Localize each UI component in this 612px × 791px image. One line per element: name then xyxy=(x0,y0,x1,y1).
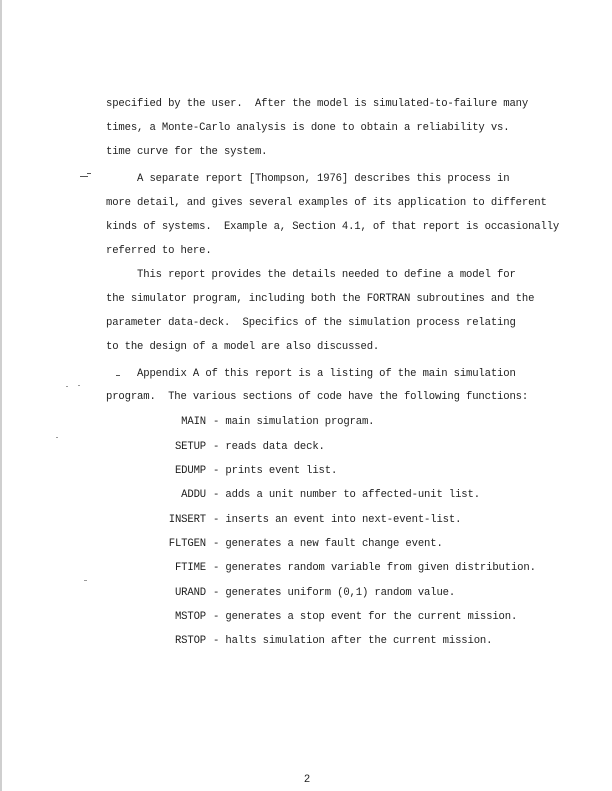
function-name: MSTOP xyxy=(174,611,206,623)
text-line: A separate report [Thompson, 1976] describes this process in xyxy=(106,173,510,185)
scan-mark xyxy=(78,385,80,386)
function-name: FLTGEN xyxy=(168,538,206,550)
function-description: - prints event list. xyxy=(213,465,338,477)
text-line: more detail, and gives several examples of its application to different xyxy=(106,197,547,209)
function-name: FTIME xyxy=(174,562,206,574)
function-name: RSTOP xyxy=(174,635,206,647)
page-number: 2 xyxy=(303,774,311,786)
function-name: SETUP xyxy=(174,441,206,453)
scan-mark xyxy=(66,386,68,387)
function-description: - generates random variable from given distribution. xyxy=(213,562,536,574)
function-description: - adds a unit number to affected-unit list. xyxy=(213,489,480,501)
function-description: - generates a stop event for the current mission. xyxy=(213,611,518,623)
function-description: - reads data deck. xyxy=(213,441,325,453)
text-line: program. The various sections of code have the following functions: xyxy=(106,391,529,403)
function-name: URAND xyxy=(174,587,206,599)
scan-mark xyxy=(56,437,58,438)
function-name: EDUMP xyxy=(174,465,206,477)
text-line: the simulator program, including both the FORTRAN subroutines and the xyxy=(106,293,535,305)
function-description: - generates a new fault change event. xyxy=(213,538,443,550)
text-line: time curve for the system. xyxy=(106,146,268,158)
text-line: referred to here. xyxy=(106,245,212,257)
text-line: parameter data-deck. Specifics of the simulation process relating xyxy=(106,317,516,329)
text-line: specified by the user. After the model is simulated-to-failure many xyxy=(106,98,529,110)
scan-edge xyxy=(0,0,2,791)
scan-mark xyxy=(84,580,87,581)
function-description: - generates uniform (0,1) random value. xyxy=(213,587,456,599)
scan-mark xyxy=(80,176,88,177)
function-description: - main simulation program. xyxy=(213,416,375,428)
scan-mark xyxy=(87,173,91,174)
function-description: - halts simulation after the current mission. xyxy=(213,635,493,647)
text-line: to the design of a model are also discussed. xyxy=(106,341,380,353)
text-line: This report provides the details needed to define a model for xyxy=(106,269,516,281)
text-line: kinds of systems. Example a, Section 4.1, of that report is occasionally xyxy=(106,221,560,233)
function-name: MAIN xyxy=(181,416,206,428)
function-name: ADDU xyxy=(181,489,206,501)
text-line: Appendix A of this report is a listing of the main simulation xyxy=(106,368,516,380)
text-line: times, a Monte-Carlo analysis is done to obtain a reliability vs. xyxy=(106,122,510,134)
function-name: INSERT xyxy=(168,514,206,526)
function-description: - inserts an event into next-event-list. xyxy=(213,514,462,526)
